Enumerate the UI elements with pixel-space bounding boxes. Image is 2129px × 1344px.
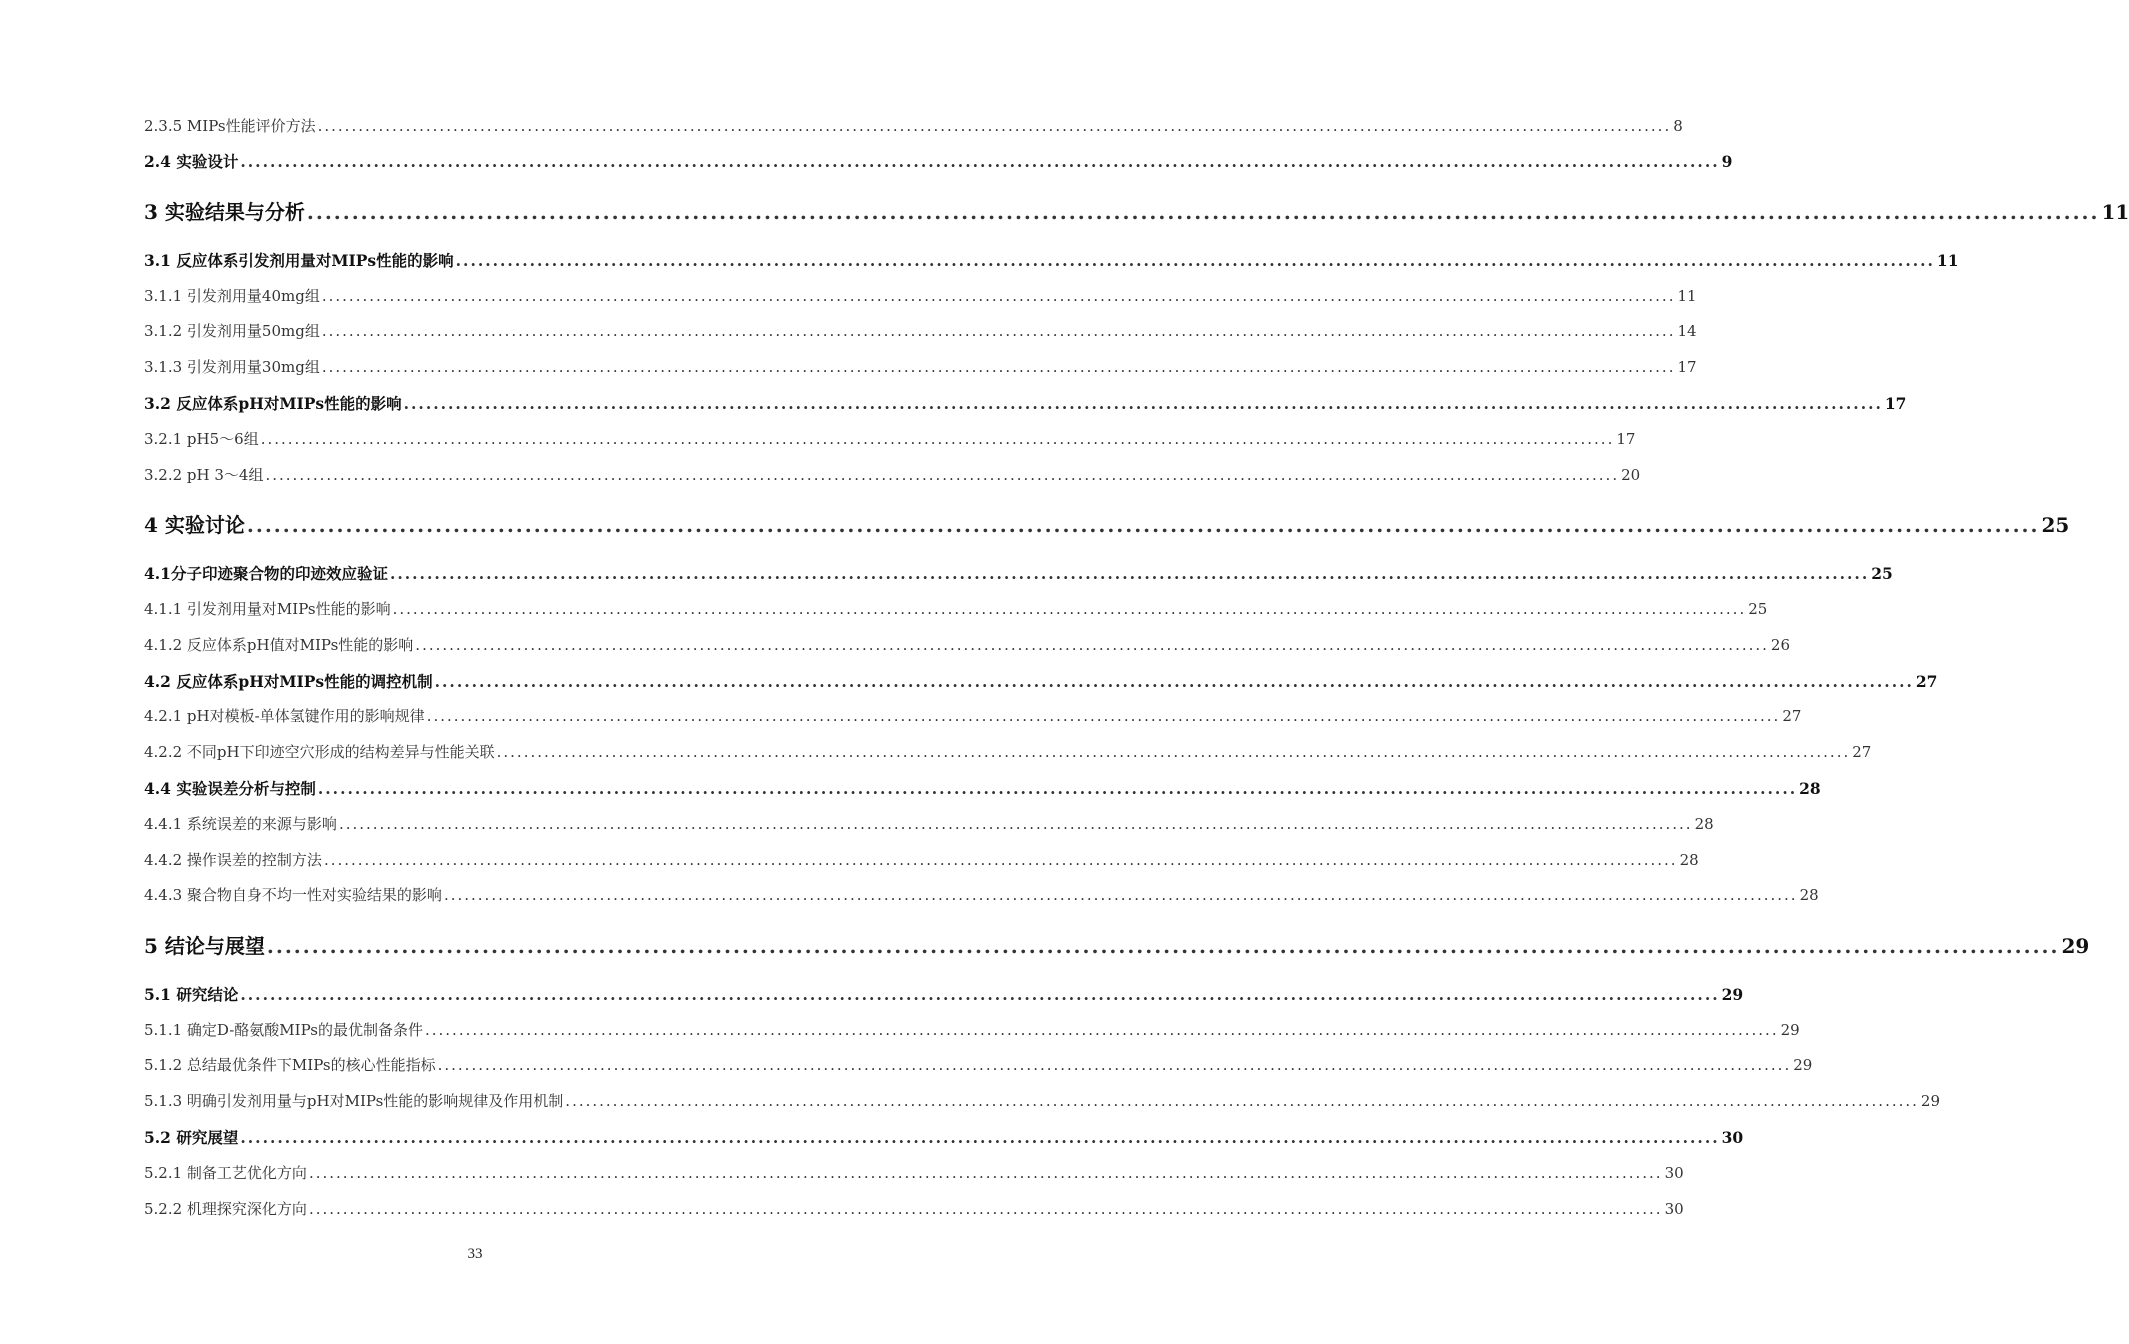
toc-entry[interactable] xyxy=(144,813,1714,834)
toc-entry[interactable] xyxy=(144,196,2129,225)
toc-entry[interactable] xyxy=(144,562,1893,584)
toc-entry-page: 30 xyxy=(1664,1200,1684,1218)
toc-dot-leader: ........................................................................................................................................................................................................ xyxy=(426,707,1781,725)
toc-dot-leader: ........................................................................................................................................................................................................ xyxy=(308,1164,1663,1182)
toc-entry-page: 26 xyxy=(1770,636,1791,654)
toc-entry[interactable] xyxy=(144,150,1733,172)
toc-dot-leader: ........................................................................................................................................................................................................ xyxy=(321,287,1676,305)
toc-dot-leader: ........................................................................................................................................................................................................ xyxy=(266,934,2060,958)
toc-entry-page: 9 xyxy=(1721,152,1733,171)
toc-entry-page: 25 xyxy=(1748,600,1768,618)
toc-dot-leader: ........................................................................................................................................................................................................ xyxy=(443,886,1798,904)
toc-dot-leader: ........................................................................................................................................................................................................ xyxy=(321,322,1676,340)
toc-dot-leader: ........................................................................................................................................................................................................ xyxy=(246,513,2040,537)
toc-entry-title: 5 结论与展望 xyxy=(144,934,265,958)
toc-entry-page: 30 xyxy=(1721,1128,1744,1147)
toc-entry[interactable] xyxy=(144,1019,1800,1040)
toc-entry[interactable] xyxy=(144,356,1697,377)
toc-entry-title: 5.2.1 制备工艺优化方向 xyxy=(144,1164,307,1182)
toc-entry[interactable] xyxy=(144,1198,1684,1219)
toc-dot-leader: ........................................................................................................................................................................................................ xyxy=(321,358,1676,376)
toc-dot-leader: ........................................................................................................................................................................................................ xyxy=(265,466,1620,484)
toc-entry[interactable] xyxy=(144,670,1938,692)
toc-entry-title: 4.1.2 反应体系pH值对MIPs性能的影响 xyxy=(144,636,414,654)
toc-entry[interactable] xyxy=(144,1162,1684,1183)
toc-entry-page: 25 xyxy=(2041,513,2070,537)
toc-entry-page: 11 xyxy=(1936,251,1959,270)
toc-entry-page: 11 xyxy=(1677,287,1697,305)
toc-entry-page: 27 xyxy=(1852,743,1872,761)
toc-entry[interactable] xyxy=(144,249,1959,271)
toc-dot-leader: ........................................................................................................................................................................................................ xyxy=(240,1128,1720,1147)
toc-dot-leader: ........................................................................................................................................................................................................ xyxy=(496,743,1851,761)
toc-entry-title: 5.1 研究结论 xyxy=(144,985,239,1004)
toc-entry[interactable] xyxy=(144,777,1821,799)
toc-entry-page: 17 xyxy=(1677,358,1697,376)
toc-entry[interactable] xyxy=(144,392,1907,414)
toc-entry-page: 17 xyxy=(1884,394,1907,413)
toc-entry-page: 28 xyxy=(1799,886,1819,904)
toc-entry-page: 27 xyxy=(1915,672,1938,691)
toc-entry-title: 5.1.1 确定D-酪氨酸MIPs的最优制备条件 xyxy=(144,1021,423,1039)
toc-dot-leader: ........................................................................................................................................................................................................ xyxy=(403,394,1883,413)
toc-dot-leader: ........................................................................................................................................................................................................ xyxy=(437,1056,1792,1074)
toc-entry-title: 3.1.3 引发剂用量30mg组 xyxy=(144,358,320,376)
toc-entry-title: 3.2.2 pH 3～4组 xyxy=(144,466,264,484)
toc-entry-title: 4.4.1 系统误差的来源与影响 xyxy=(144,815,337,833)
toc-entry-page: 17 xyxy=(1616,430,1636,448)
toc-entry[interactable] xyxy=(144,1054,1813,1075)
toc-entry[interactable] xyxy=(144,705,1802,726)
toc-entry[interactable] xyxy=(144,598,1768,619)
toc-dot-leader: ........................................................................................................................................................................................................ xyxy=(240,152,1720,171)
toc-dot-leader: ........................................................................................................................................................................................................ xyxy=(434,672,1914,691)
toc-dot-leader: ........................................................................................................................................................................................................ xyxy=(306,200,2100,224)
toc-entry-title: 3.1 反应体系引发剂用量对MIPs性能的影响 xyxy=(144,251,454,270)
toc-dot-leader: ........................................................................................................................................................................................................ xyxy=(240,985,1720,1004)
toc-dot-leader: ........................................................................................................................................................................................................ xyxy=(424,1021,1779,1039)
toc-dot-leader: ........................................................................................................................................................................................................ xyxy=(317,779,1798,798)
toc-entry-page: 8 xyxy=(1673,117,1683,135)
toc-entry-title: 4 实验讨论 xyxy=(144,513,245,537)
toc-entry-title: 3.1.1 引发剂用量40mg组 xyxy=(144,287,320,305)
toc-entry-title: 5.1.3 明确引发剂用量与pH对MIPs性能的影响规律及作用机制 xyxy=(144,1092,564,1110)
toc-entry-page: 25 xyxy=(1871,564,1893,583)
toc-entry-title: 3 实验结果与分析 xyxy=(144,200,305,224)
toc-entry-page: 29 xyxy=(1920,1092,1941,1110)
toc-entry-title: 4.4.3 聚合物自身不均一性对实验结果的影响 xyxy=(144,886,442,904)
toc-entry[interactable] xyxy=(144,884,1819,905)
toc-entry-page: 27 xyxy=(1782,707,1802,725)
toc-entry[interactable] xyxy=(144,464,1641,485)
toc-entry-title: 2.3.5 MIPs性能评价方法 xyxy=(144,117,316,135)
toc-dot-leader: ........................................................................................................................................................................................................ xyxy=(389,564,1870,583)
toc-entry-page: 29 xyxy=(1721,985,1744,1004)
toc-entry-page: 28 xyxy=(1694,815,1714,833)
toc-entry-title: 4.2.2 不同pH下印迹空穴形成的结构差异与性能关联 xyxy=(144,743,495,761)
toc-entry[interactable] xyxy=(144,741,1872,762)
toc-entry-title: 5.1.2 总结最优条件下MIPs的核心性能指标 xyxy=(144,1056,436,1074)
toc-entry-page: 28 xyxy=(1679,851,1699,869)
toc-entry-title: 5.2.2 机理探究深化方向 xyxy=(144,1200,307,1218)
toc-entry-title: 4.4 实验误差分析与控制 xyxy=(144,779,316,798)
toc-entry-page: 30 xyxy=(1664,1164,1684,1182)
toc-dot-leader: ........................................................................................................................................................................................................ xyxy=(260,430,1615,448)
toc-dot-leader: ........................................................................................................................................................................................................ xyxy=(317,117,1672,135)
toc-entry-title: 4.2 反应体系pH对MIPs性能的调控机制 xyxy=(144,672,433,691)
toc-entry[interactable] xyxy=(144,634,1791,655)
toc-entry-page: 29 xyxy=(1780,1021,1800,1039)
toc-dot-leader: ........................................................................................................................................................................................................ xyxy=(455,251,1935,270)
toc-entry[interactable] xyxy=(144,320,1697,341)
page-number: 33 xyxy=(467,1246,483,1262)
toc-dot-leader: ........................................................................................................................................................................................................ xyxy=(338,815,1693,833)
toc-entry-page: 29 xyxy=(1793,1056,1813,1074)
toc-entry[interactable] xyxy=(144,1090,1941,1111)
toc-entry[interactable] xyxy=(144,983,1744,1005)
toc-entry-title: 4.2.1 pH对模板-单体氢键作用的影响规律 xyxy=(144,707,425,725)
toc-entry-title: 4.1分子印迹聚合物的印迹效应验证 xyxy=(144,564,388,583)
toc-dot-leader: ........................................................................................................................................................................................................ xyxy=(308,1200,1663,1218)
toc-entry-title: 3.2.1 pH5～6组 xyxy=(144,430,259,448)
toc-entry[interactable] xyxy=(144,849,1699,870)
toc-entry[interactable] xyxy=(144,509,2070,538)
toc-entry-page: 14 xyxy=(1677,322,1697,340)
toc-entry-title: 3.2 反应体系pH对MIPs性能的影响 xyxy=(144,394,402,413)
toc-entry-title: 4.4.2 操作误差的控制方法 xyxy=(144,851,322,869)
toc-dot-leader: ........................................................................................................................................................................................................ xyxy=(415,636,1769,654)
toc-entry[interactable] xyxy=(144,285,1697,306)
toc-entry[interactable] xyxy=(144,428,1636,449)
toc-entry-title: 4.1.1 引发剂用量对MIPs性能的影响 xyxy=(144,600,391,618)
toc-entry-title: 2.4 实验设计 xyxy=(144,152,239,171)
toc-entry[interactable] xyxy=(144,115,1683,136)
toc-entry-title: 5.2 研究展望 xyxy=(144,1128,239,1147)
toc-entry-page: 11 xyxy=(2101,200,2129,224)
toc-dot-leader: ........................................................................................................................................................................................................ xyxy=(565,1092,1919,1110)
toc-entry[interactable] xyxy=(144,930,2090,959)
toc-entry-title: 3.1.2 引发剂用量50mg组 xyxy=(144,322,320,340)
toc-dot-leader: ........................................................................................................................................................................................................ xyxy=(392,600,1747,618)
toc-dot-leader: ........................................................................................................................................................................................................ xyxy=(323,851,1678,869)
toc-entry-page: 29 xyxy=(2061,934,2090,958)
toc-entry[interactable] xyxy=(144,1126,1744,1148)
toc-entry-page: 28 xyxy=(1799,779,1821,798)
toc-entry-page: 20 xyxy=(1621,466,1641,484)
